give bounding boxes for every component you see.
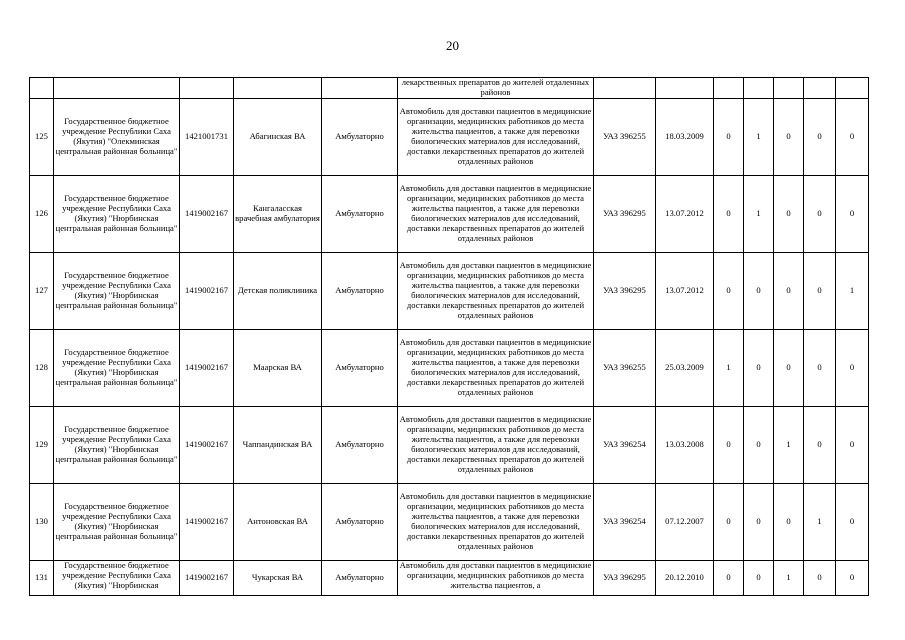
table-row bbox=[30, 98, 869, 175]
cell-division: Чукарская ВА bbox=[234, 560, 322, 595]
cell-model: УАЗ 396295 bbox=[594, 175, 656, 252]
cell-number bbox=[30, 78, 54, 99]
cell-count-4: 1 bbox=[804, 483, 836, 560]
cell-count-3: 0 bbox=[774, 252, 804, 329]
cell-model: УАЗ 396255 bbox=[594, 329, 656, 406]
cell-model: УАЗ 396254 bbox=[594, 483, 656, 560]
cell-division: Кангаласская врачебная амбулатория bbox=[234, 175, 322, 252]
cell-count-1 bbox=[714, 78, 744, 99]
table-row bbox=[30, 483, 869, 560]
cell-organization: Государственное бюджетное учреждение Республики Саха (Якутия) "Олекминская центральная районная больница" bbox=[54, 98, 180, 175]
cell-count-2: 1 bbox=[744, 98, 774, 175]
cell-purpose: Автомобиль для доставки пациентов в медицинские организации, медицинских работников до места жительства пациентов, а также для перевозки биологических материалов для исследований, доставки лекарственных препаратов до жителей отдаленных районов bbox=[398, 406, 594, 483]
cell-inn: 1419002167 bbox=[180, 329, 234, 406]
cell-inn: 1419002167 bbox=[180, 175, 234, 252]
cell-count-5: 0 bbox=[836, 560, 869, 595]
cell-number: 129 bbox=[30, 406, 54, 483]
cell-purpose: Автомобиль для доставки пациентов в медицинские организации, медицинских работников до места жительства пациентов, а также для перевозки биологических материалов для исследований, доставки лекарственных препаратов до жителей отдаленных районов bbox=[398, 175, 594, 252]
table-row bbox=[30, 406, 869, 483]
cell-number: 131 bbox=[30, 560, 54, 595]
cell-count-3: 0 bbox=[774, 483, 804, 560]
cell-date: 13.07.2012 bbox=[656, 175, 714, 252]
cell-count-2: 0 bbox=[744, 560, 774, 595]
cell-date bbox=[656, 78, 714, 99]
cell-purpose: Автомобиль для доставки пациентов в медицинские организации, медицинских работников до места жительства пациентов, а также для перевозки биологических материалов для исследований, доставки лекарственных препаратов до жителей отдаленных районов bbox=[398, 329, 594, 406]
cell-division bbox=[234, 78, 322, 99]
cell-division: Антоновская ВА bbox=[234, 483, 322, 560]
cell-count-1: 0 bbox=[714, 560, 744, 595]
cell-model bbox=[594, 78, 656, 99]
cell-purpose: Автомобиль для доставки пациентов в медицинские организации, медицинских работников до места жительства пациентов, а также для перевозки биологических материалов для исследований, доставки лекарственных препаратов до жителей отдаленных районов bbox=[398, 98, 594, 175]
cell-organization: Государственное бюджетное учреждение Республики Саха (Якутия) "Нюрбинская центральная районная больница" bbox=[54, 406, 180, 483]
table-row-carryover bbox=[30, 78, 869, 99]
cell-care-type: Амбулаторно bbox=[322, 560, 398, 595]
cell-count-5: 0 bbox=[836, 329, 869, 406]
cell-count-5: 0 bbox=[836, 483, 869, 560]
cell-care-type bbox=[322, 78, 398, 99]
cell-count-4 bbox=[804, 78, 836, 99]
cell-count-5 bbox=[836, 78, 869, 99]
cell-purpose: Автомобиль для доставки пациентов в медицинские организации, медицинских работников до места жительства пациентов, а также для перевозки биологических материалов для исследований, доставки лекарственных препаратов до жителей отдаленных районов bbox=[398, 483, 594, 560]
cell-count-4: 0 bbox=[804, 560, 836, 595]
cell-inn: 1421001731 bbox=[180, 98, 234, 175]
cell-inn: 1419002167 bbox=[180, 406, 234, 483]
cell-division: Детская поликлиника bbox=[234, 252, 322, 329]
cell-date: 13.07.2012 bbox=[656, 252, 714, 329]
cell-count-5: 1 bbox=[836, 252, 869, 329]
cell-count-1: 0 bbox=[714, 483, 744, 560]
cell-count-2: 0 bbox=[744, 252, 774, 329]
cell-count-1: 0 bbox=[714, 252, 744, 329]
cell-inn: 1419002167 bbox=[180, 560, 234, 595]
cell-count-3 bbox=[774, 78, 804, 99]
cell-care-type: Амбулаторно bbox=[322, 329, 398, 406]
cell-inn: 1419002167 bbox=[180, 483, 234, 560]
table-row bbox=[30, 560, 869, 595]
cell-division: Маарская ВА bbox=[234, 329, 322, 406]
cell-division: Чаппандинская ВА bbox=[234, 406, 322, 483]
cell-organization: Государственное бюджетное учреждение Республики Саха (Якутия) "Нюрбинская центральная районная больница" bbox=[54, 252, 180, 329]
cell-care-type: Амбулаторно bbox=[322, 252, 398, 329]
cell-organization: Государственное бюджетное учреждение Республики Саха (Якутия) "Нюрбинская центральная районная больница" bbox=[54, 175, 180, 252]
cell-count-1: 1 bbox=[714, 329, 744, 406]
cell-count-4: 0 bbox=[804, 175, 836, 252]
cell-care-type: Амбулаторно bbox=[322, 406, 398, 483]
cell-count-2 bbox=[744, 78, 774, 99]
cell-count-5: 0 bbox=[836, 406, 869, 483]
cell-number: 125 bbox=[30, 98, 54, 175]
cell-count-2: 0 bbox=[744, 329, 774, 406]
cell-count-3: 0 bbox=[774, 175, 804, 252]
cell-purpose: лекарственных препаратов до жителей отдаленных районов bbox=[398, 78, 594, 99]
cell-model: УАЗ 396255 bbox=[594, 98, 656, 175]
cell-count-2: 1 bbox=[744, 175, 774, 252]
cell-number: 126 bbox=[30, 175, 54, 252]
cell-count-2: 0 bbox=[744, 406, 774, 483]
cell-model: УАЗ 396295 bbox=[594, 560, 656, 595]
cell-count-3: 0 bbox=[774, 329, 804, 406]
table-row bbox=[30, 329, 869, 406]
cell-organization: Государственное бюджетное учреждение Республики Саха (Якутия) "Нюрбинская центральная районная больница" bbox=[54, 483, 180, 560]
cell-care-type: Амбулаторно bbox=[322, 483, 398, 560]
cell-count-3: 1 bbox=[774, 560, 804, 595]
cell-model: УАЗ 396254 bbox=[594, 406, 656, 483]
cell-count-4: 0 bbox=[804, 252, 836, 329]
cell-date: 13.03.2008 bbox=[656, 406, 714, 483]
cell-count-4: 0 bbox=[804, 98, 836, 175]
cell-count-1: 0 bbox=[714, 98, 744, 175]
cell-count-3: 0 bbox=[774, 98, 804, 175]
cell-date: 20.12.2010 bbox=[656, 560, 714, 595]
cell-division: Абагинская ВА bbox=[234, 98, 322, 175]
cell-date: 18.03.2009 bbox=[656, 98, 714, 175]
cell-purpose: Автомобиль для доставки пациентов в медицинские организации, медицинских работников до места жительства пациентов, а также для перевозки биологических материалов для исследований, доставки лекарственных препаратов до жителей отдаленных районов bbox=[398, 252, 594, 329]
vehicle-register-table bbox=[29, 77, 869, 596]
table-row bbox=[30, 252, 869, 329]
cell-number: 130 bbox=[30, 483, 54, 560]
cell-count-1: 0 bbox=[714, 406, 744, 483]
cell-care-type: Амбулаторно bbox=[322, 98, 398, 175]
cell-count-5: 0 bbox=[836, 175, 869, 252]
page-number: 20 bbox=[446, 38, 459, 53]
cell-number: 127 bbox=[30, 252, 54, 329]
cell-purpose: Автомобиль для доставки пациентов в медицинские организации, медицинских работников до места жительства пациентов, а bbox=[398, 560, 594, 595]
cell-count-2: 0 bbox=[744, 483, 774, 560]
cell-date: 25.03.2009 bbox=[656, 329, 714, 406]
cell-count-3: 1 bbox=[774, 406, 804, 483]
cell-number: 128 bbox=[30, 329, 54, 406]
cell-count-4: 0 bbox=[804, 406, 836, 483]
cell-inn: 1419002167 bbox=[180, 252, 234, 329]
cell-count-5: 0 bbox=[836, 98, 869, 175]
cell-inn bbox=[180, 78, 234, 99]
cell-count-1: 0 bbox=[714, 175, 744, 252]
table-row bbox=[30, 175, 869, 252]
cell-count-4: 0 bbox=[804, 329, 836, 406]
cell-date: 07.12.2007 bbox=[656, 483, 714, 560]
cell-care-type: Амбулаторно bbox=[322, 175, 398, 252]
cell-model: УАЗ 396295 bbox=[594, 252, 656, 329]
cell-organization: Государственное бюджетное учреждение Республики Саха (Якутия) "Нюрбинская bbox=[54, 560, 180, 595]
cell-organization bbox=[54, 78, 180, 99]
cell-organization: Государственное бюджетное учреждение Республики Саха (Якутия) "Нюрбинская центральная районная больница" bbox=[54, 329, 180, 406]
